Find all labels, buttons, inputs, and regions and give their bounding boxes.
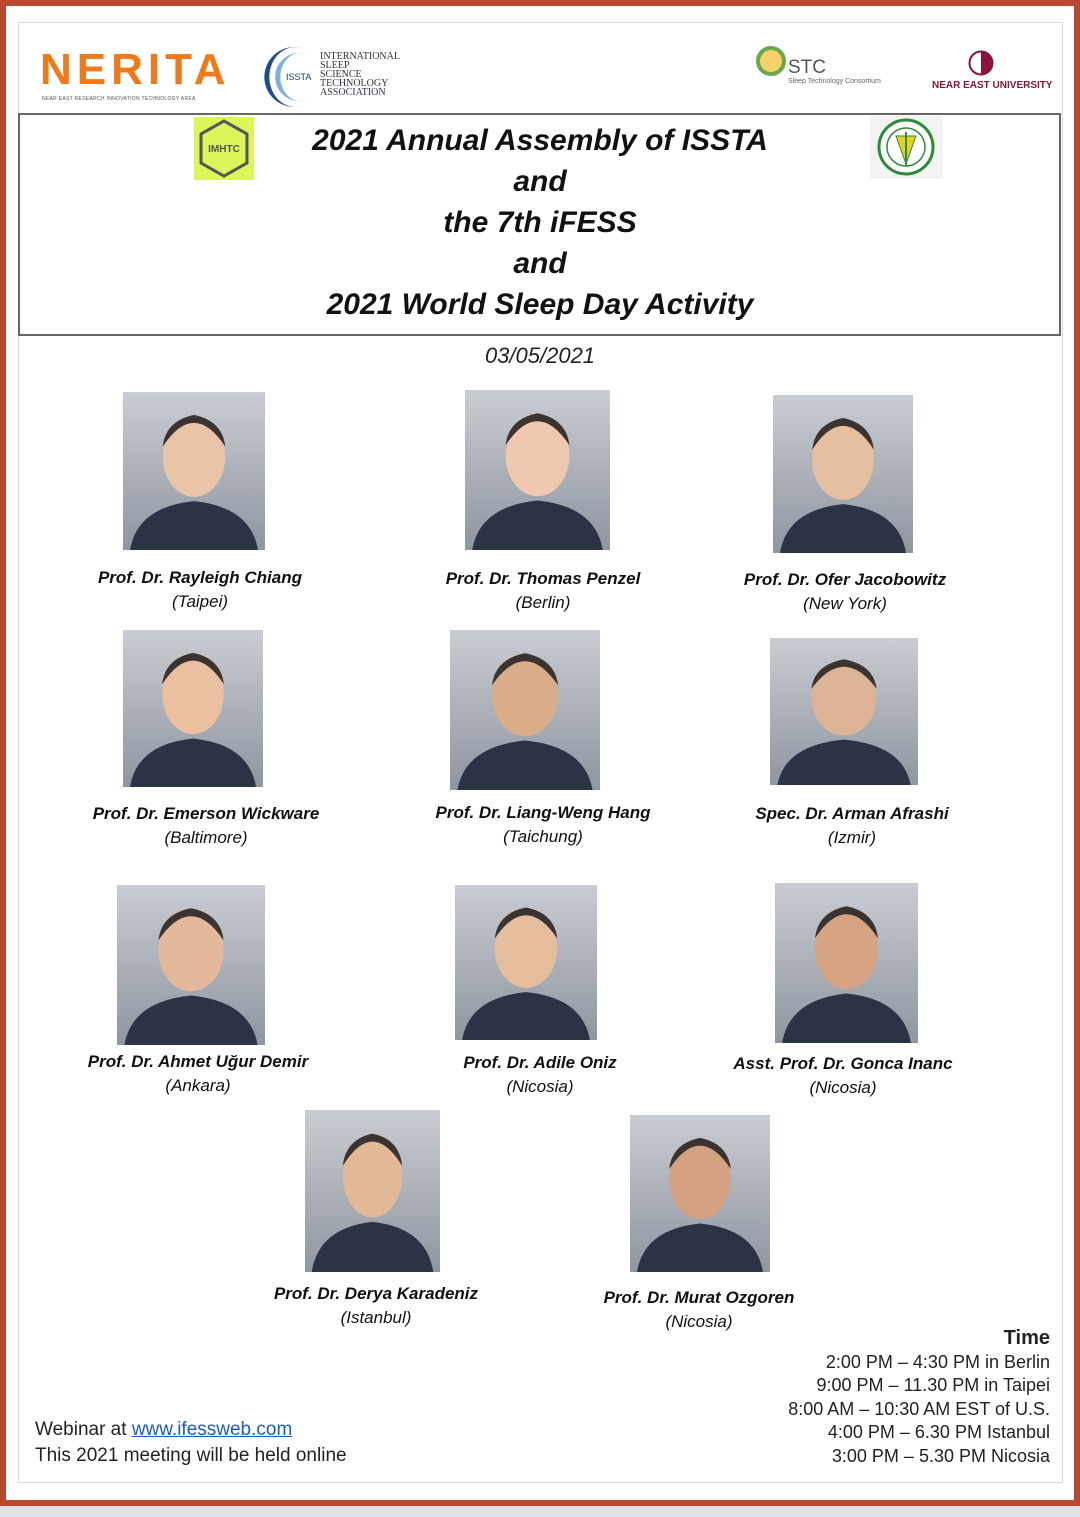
issta-line: SLEEP [320, 60, 350, 71]
speaker-name: Prof. Dr. Rayleigh Chiang [97, 568, 303, 587]
event-date: 03/05/2021 [484, 343, 596, 368]
speaker-city: (Berlin) [515, 593, 571, 612]
svg-text:ISSTA: ISSTA [286, 72, 312, 82]
stc-logo-text: STC [788, 57, 826, 78]
issta-line: TECHNOLOGY [320, 78, 389, 89]
stc-logo-icon [756, 46, 786, 76]
neu-logo-icon [968, 50, 994, 76]
title-line-4: and [513, 247, 567, 280]
speaker-city: (Taipei) [171, 592, 229, 611]
svg-text:IMHTC: IMHTC [208, 144, 240, 155]
time-line: 8:00 AM – 10:30 AM EST of U.S. [788, 1398, 1050, 1419]
speaker-photo [773, 395, 913, 553]
speaker-photo [123, 630, 263, 787]
speaker-name: Spec. Dr. Arman Afrashi [755, 804, 949, 823]
online-note: This 2021 meeting will be held online [35, 1445, 347, 1466]
title-line-2: and [513, 165, 567, 198]
speaker-city: (Ankara) [165, 1076, 231, 1095]
speaker-name: Prof. Dr. Ofer Jacobowitz [743, 570, 947, 589]
issta-logo-icon [262, 44, 318, 110]
title-line-5: 2021 World Sleep Day Activity [326, 288, 754, 321]
title-line-1: 2021 Annual Assembly of ISSTA [312, 124, 768, 157]
time-line: 2:00 PM – 4:30 PM in Berlin [825, 1351, 1050, 1372]
time-line: 4:00 PM – 6.30 PM Istanbul [827, 1422, 1050, 1442]
speaker-photo [450, 630, 600, 790]
speaker-name: Asst. Prof. Dr. Gonca Inanc [733, 1054, 953, 1073]
nerita-logo: NERITA [40, 45, 231, 94]
stc-subtitle: Sleep Technology Consortium [788, 78, 881, 85]
speaker-photo [465, 390, 610, 550]
time-line: 9:00 PM – 11.30 PM in Taipei [816, 1375, 1050, 1395]
title-line-3: the 7th iFESS [443, 206, 637, 239]
speaker-name: Prof. Dr. Ahmet Uğur Demir [87, 1052, 309, 1071]
speaker-photo [117, 885, 265, 1045]
speaker-name: Prof. Dr. Adile Oniz [463, 1053, 617, 1072]
nerita-subtitle: NEAR EAST RESEARCH INNOVATION TECHNOLOGY AREA [42, 96, 196, 102]
speaker-city: (New York) [803, 594, 887, 613]
footer-info [35, 1417, 347, 1469]
speaker-name: Prof. Dr. Liang-Weng Hang [435, 803, 651, 822]
speaker-city: (Nicosia) [506, 1077, 574, 1096]
issta-line: ASSOCIATION [320, 87, 386, 98]
speaker-name: Prof. Dr. Thomas Penzel [445, 569, 641, 588]
webinar-prefix: Webinar at [35, 1419, 132, 1440]
webinar-link[interactable]: www.ifessweb.com [131, 1419, 293, 1440]
speaker-photo [305, 1110, 440, 1272]
time-heading: Time [1003, 1327, 1050, 1349]
speaker-city: (Nicosia) [665, 1312, 733, 1331]
issta-line: INTERNATIONAL [320, 51, 400, 62]
issta-line: SCIENCE [320, 69, 362, 80]
speaker-photo [770, 638, 918, 785]
speaker-photo [123, 392, 265, 550]
speaker-city: (Nicosia) [809, 1078, 877, 1097]
issta-name [320, 52, 400, 97]
speaker-city: (Taichung) [503, 827, 583, 846]
speaker-name: Prof. Dr. Emerson Wickware [92, 804, 320, 823]
speaker-city: (Istanbul) [340, 1308, 412, 1327]
speaker-photo [455, 885, 597, 1040]
time-schedule [788, 1327, 1050, 1468]
speaker-city: (Baltimore) [164, 828, 248, 847]
neu-logo-text: NEAR EAST UNIVERSITY [932, 80, 1053, 91]
speaker-name: Prof. Dr. Murat Ozgoren [603, 1288, 795, 1307]
speaker-photo [630, 1115, 770, 1272]
speaker-name: Prof. Dr. Derya Karadeniz [273, 1284, 479, 1303]
speaker-photo [775, 883, 918, 1043]
time-line: 3:00 PM – 5.30 PM Nicosia [831, 1445, 1050, 1466]
speaker-city: (Izmir) [827, 828, 877, 847]
